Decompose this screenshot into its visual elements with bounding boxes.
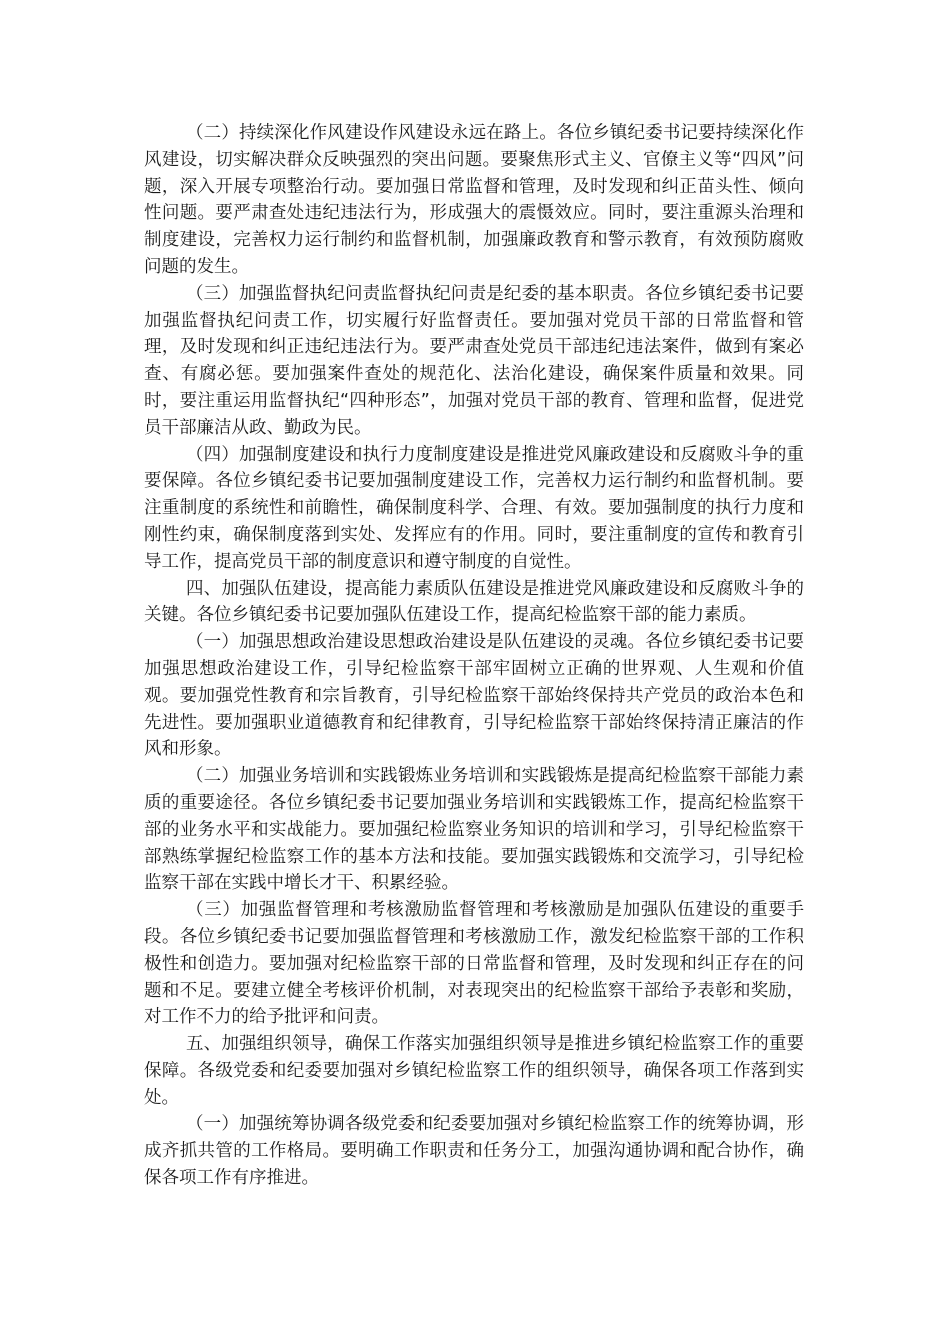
paragraph-political-building: （一）加强思想政治建设思想政治建设是队伍建设的灵魂。各位乡镇纪委书记要加强思想政治建设工作，引导纪检监察干部牢固树立正确的世界观、人生观和价值观。要加强党性教育和宗旨教育，引导纪检监察干部始终保持共产党员的政治本色和先进性。要加强职业道德教育和纪律教育，引导纪检监察干部始终保持清正廉洁的作风和形象。 xyxy=(144,632,804,760)
paragraph-supervision-accountability: （三）加强监督执纪问责监督执纪问责是纪委的基本职责。各位乡镇纪委书记要加强监督执纪问责工作，切实履行好监督责任。要加强对党员干部的日常监督和管理，及时发现和纠正违纪违法行为。要严肃查处党员干部违纪违法案件，做到有案必查、有腐必惩。要加强案件查处的规范化、法治化建设，确保案件质量和效果。同时，要注重运用监督执纪“四种形态”，加强对党员干部的教育、管理和监督，促进党员干部廉洁从政、勤政为民。 xyxy=(144,283,804,438)
paragraph-coordination: （一）加强统筹协调各级党委和纪委要加强对乡镇纪检监察工作的统筹协调，形成齐抓共管的工作格局。要明确工作职责和任务分工，加强沟通协调和配合协作，确保各项工作有序推进。 xyxy=(144,1114,804,1189)
paragraph-training-practice: （二）加强业务培训和实践锻炼业务培训和实践锻炼是提高纪检监察干部能力素质的重要途径。各位乡镇纪委书记要加强业务培训和实践锻炼工作，提高纪检监察干部的业务水平和实战能力。要加强纪检监察业务知识的培训和学习，引导纪检监察干部熟练掌握纪检监察工作的基本方法和技能。要加强实践锻炼和交流学习，引导纪检监察干部在实践中增长才干、积累经验。 xyxy=(144,766,804,894)
paragraph-style-improvement: （二）持续深化作风建设作风建设永远在路上。各位乡镇纪委书记要持续深化作风建设，切实解决群众反映强烈的突出问题。要聚焦形式主义、官僚主义等“四风”问题，深入开展专项整治行动。要加强日常监督和管理，及时发现和纠正苗头性、倾向性问题。要严肃查处违纪违法行为，形成强大的震慑效应。同时，要注重源头治理和制度建设，完善权力运行制约和监督机制，加强廉政教育和警示教育，有效预防腐败问题的发生。 xyxy=(144,123,804,277)
paragraph-institution-building: （四）加强制度建设和执行力度制度建设是推进党风廉政建设和反腐败斗争的重要保障。各位乡镇纪委书记要加强制度建设工作，完善权力运行制约和监督机制。要注重制度的系统性和前瞻性，确保制度科学、合理、有效。要加强制度的执行力度和刚性约束，确保制度落到实处、发挥应有的作用。同时，要注重制度的宣传和教育引导工作，提高党员干部的制度意识和遵守制度的自觉性。 xyxy=(144,444,804,572)
document-page xyxy=(144,120,804,1192)
paragraph-organizational-leadership-heading: 五、加强组织领导，确保工作落实加强组织领导是推进乡镇纪检监察工作的重要保障。各级党委和纪委要加强对乡镇纪检监察工作的组织领导，确保各项工作落到实处。 xyxy=(144,1034,804,1108)
paragraph-team-building-heading: 四、加强队伍建设，提高能力素质队伍建设是推进党风廉政建设和反腐败斗争的关键。各位乡镇纪委书记要加强队伍建设工作，提高纪检监察干部的能力素质。 xyxy=(144,578,804,626)
paragraph-management-incentives: （三）加强监督管理和考核激励监督管理和考核激励是加强队伍建设的重要手段。各位乡镇纪委书记要加强监督管理和考核激励工作，激发纪检监察干部的工作积极性和创造力。要加强对纪检监察干部的日常监督和管理，及时发现和纠正存在的问题和不足。要建立健全考核评价机制，对表现突出的纪检监察干部给予表彰和奖励，对工作不力的给予批评和问责。 xyxy=(144,900,804,1028)
